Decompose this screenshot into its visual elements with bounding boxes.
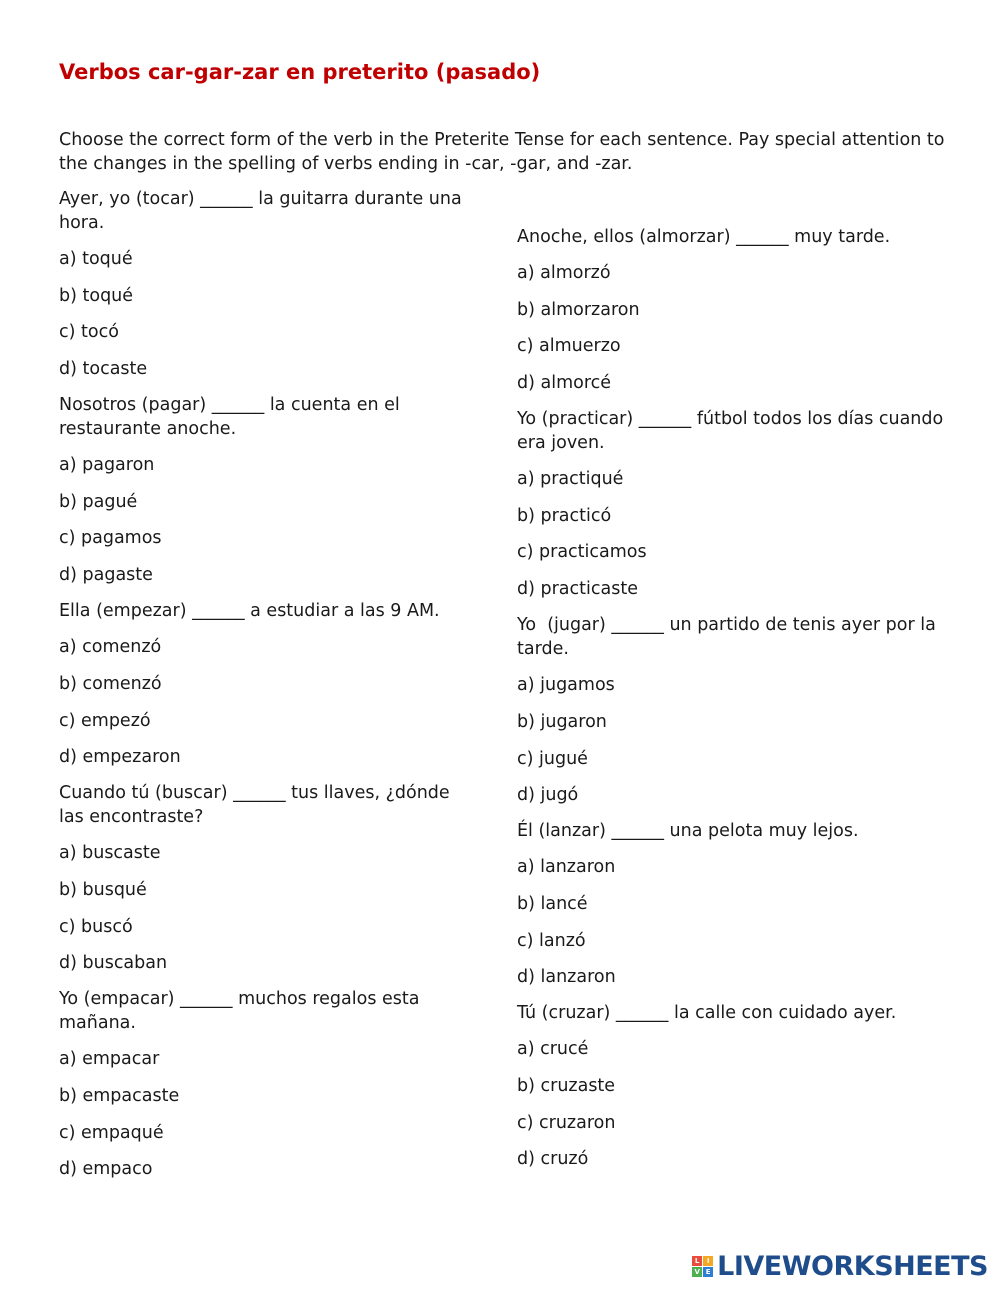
answer-option[interactable]: a) buscaste bbox=[59, 843, 161, 864]
answer-option[interactable]: c) jugué bbox=[517, 748, 588, 769]
answer-option[interactable]: d) lanzaron bbox=[517, 967, 616, 988]
answer-option[interactable]: b) cruzaste bbox=[517, 1075, 616, 1096]
answer-option[interactable]: a) jugamos bbox=[517, 675, 615, 696]
question-text: Ella (empezar) ______ a estudiar a las 9 AM. bbox=[59, 601, 440, 622]
answer-option[interactable]: d) jugó bbox=[517, 785, 579, 806]
answer-option[interactable]: a) lanzaron bbox=[517, 857, 616, 878]
answer-option[interactable]: d) empezaron bbox=[59, 747, 181, 768]
logo-square-e: E bbox=[703, 1267, 713, 1277]
answer-option[interactable]: d) empaco bbox=[59, 1159, 153, 1180]
answer-option[interactable]: a) pagaron bbox=[59, 455, 155, 476]
answer-option[interactable]: d) cruzó bbox=[517, 1149, 589, 1170]
question-text: Él (lanzar) ______ una pelota muy lejos. bbox=[517, 821, 859, 842]
answer-option[interactable]: c) pagamos bbox=[59, 528, 162, 549]
logo-square-i: I bbox=[703, 1256, 713, 1266]
question-text: Yo (practicar) ______ fútbol todos los días cuando era joven. bbox=[517, 409, 944, 454]
answer-option[interactable]: d) pagaste bbox=[59, 565, 153, 586]
answer-option[interactable]: a) crucé bbox=[517, 1039, 589, 1060]
question bbox=[59, 187, 479, 381]
answer-option[interactable]: d) almorcé bbox=[517, 373, 612, 394]
question bbox=[517, 407, 947, 601]
answer-option[interactable]: c) practicamos bbox=[517, 542, 647, 563]
worksheet-title: Verbos car-gar-zar en preterito (pasado) bbox=[59, 60, 541, 84]
answer-option[interactable]: a) toqué bbox=[59, 249, 133, 269]
right-column bbox=[517, 225, 947, 1183]
answer-option[interactable]: c) almuerzo bbox=[517, 336, 621, 357]
answer-option[interactable]: d) buscaban bbox=[59, 953, 168, 974]
instructions: Choose the correct form of the verb in the Preterite Tense for each sentence. Pay special attention to the changes in the spelling of verbs ending in -car, -gar, and -zar. bbox=[59, 130, 945, 174]
question bbox=[517, 613, 947, 807]
answer-option[interactable]: c) empaqué bbox=[59, 1122, 164, 1143]
answer-option[interactable]: d) practicaste bbox=[517, 579, 638, 600]
question bbox=[517, 225, 947, 395]
answer-option[interactable]: b) almorzaron bbox=[517, 299, 640, 320]
question-text: Cuando tú (buscar) ______ tus llaves, ¿dónde las encontraste? bbox=[59, 783, 450, 828]
question bbox=[59, 393, 479, 587]
answer-option[interactable]: a) almorzó bbox=[517, 263, 611, 283]
answer-option[interactable]: c) cruzaron bbox=[517, 1112, 616, 1133]
answer-option[interactable]: b) busqué bbox=[59, 879, 147, 900]
logo-square-v: V bbox=[692, 1267, 702, 1277]
question bbox=[59, 781, 479, 975]
question-text: Yo (empacar) ______ muchos regalos esta mañana. bbox=[59, 989, 420, 1034]
answer-option[interactable]: b) practicó bbox=[517, 505, 612, 526]
logo-wordmark: LIVEWORKSHEETS bbox=[717, 1251, 988, 1282]
question-text: Yo (jugar) ______ un partido de tenis ayer por la tarde. bbox=[517, 615, 942, 660]
question-text: Nosotros (pagar) ______ la cuenta en el restaurante anoche. bbox=[59, 395, 400, 440]
liveworksheets-logo[interactable] bbox=[692, 1251, 988, 1282]
answer-option[interactable]: d) tocaste bbox=[59, 359, 148, 380]
answer-option[interactable]: c) lanzó bbox=[517, 930, 586, 951]
answer-option[interactable]: b) comenzó bbox=[59, 673, 162, 694]
question bbox=[517, 819, 947, 989]
answer-option[interactable]: c) buscó bbox=[59, 916, 133, 937]
answer-option[interactable]: b) toqué bbox=[59, 285, 134, 306]
answer-option[interactable]: b) lancé bbox=[517, 893, 588, 914]
left-column bbox=[59, 187, 479, 1193]
answer-option[interactable]: b) pagué bbox=[59, 491, 138, 512]
answer-option[interactable]: c) empezó bbox=[59, 710, 151, 731]
question bbox=[59, 987, 479, 1181]
answer-option[interactable]: a) practiqué bbox=[517, 469, 624, 490]
answer-option[interactable]: c) tocó bbox=[59, 322, 119, 343]
question-text: Tú (cruzar) ______ la calle con cuidado ayer. bbox=[517, 1003, 897, 1024]
question bbox=[59, 599, 479, 769]
answer-option[interactable]: a) empacar bbox=[59, 1049, 160, 1070]
answer-option[interactable]: b) jugaron bbox=[517, 711, 607, 732]
answer-option[interactable]: a) comenzó bbox=[59, 637, 162, 658]
question-text: Ayer, yo (tocar) ______ la guitarra durante una hora. bbox=[59, 189, 462, 233]
liveworksheets-logo-icon bbox=[692, 1256, 713, 1277]
answer-option[interactable]: b) empacaste bbox=[59, 1085, 180, 1106]
question bbox=[517, 1001, 947, 1171]
logo-square-l: L bbox=[692, 1256, 702, 1266]
question-text: Anoche, ellos (almorzar) ______ muy tarde. bbox=[517, 227, 891, 247]
